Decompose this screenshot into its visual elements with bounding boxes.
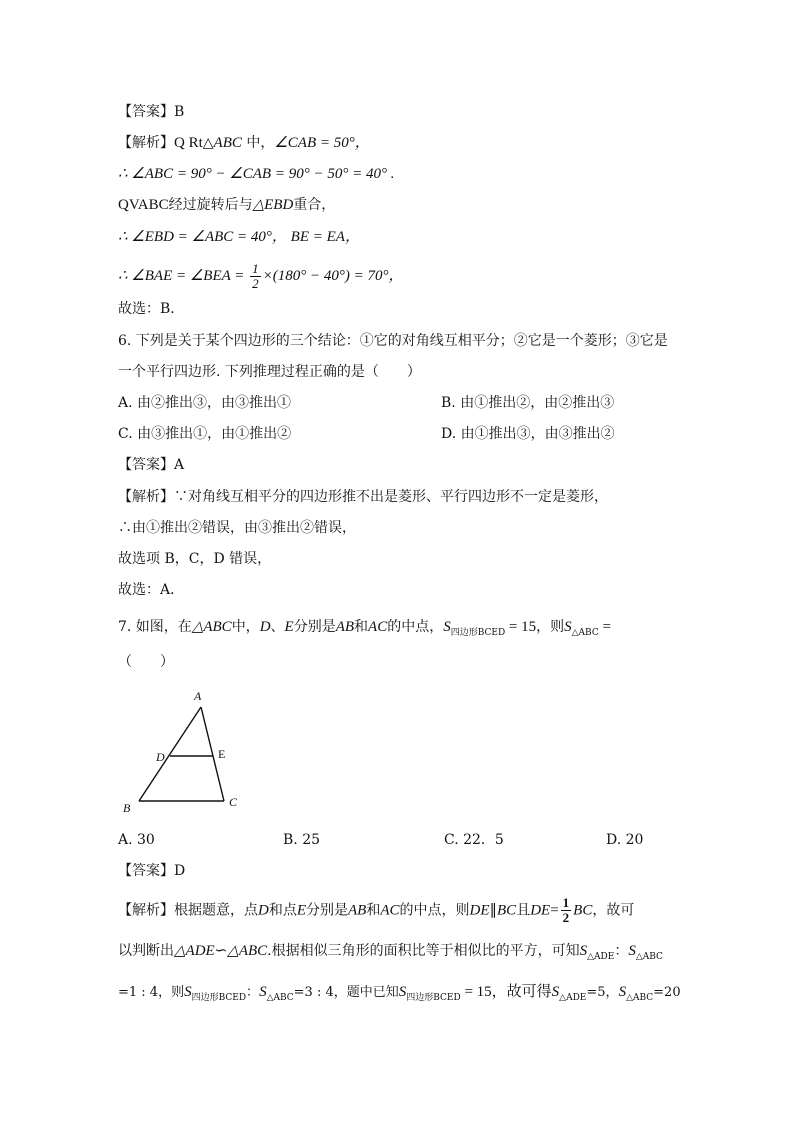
text: S bbox=[443, 619, 451, 635]
q5-analysis-line-5 bbox=[118, 262, 404, 291]
text: △ bbox=[202, 135, 214, 151]
side-ab bbox=[139, 707, 201, 801]
denominator: 2 bbox=[252, 276, 259, 292]
q7-answer-line bbox=[118, 861, 185, 881]
text: = bbox=[598, 619, 611, 635]
fraction bbox=[561, 896, 572, 925]
subscript: △ADE bbox=[587, 952, 615, 962]
text: ×(180° − 40°) = 70°， bbox=[262, 268, 404, 284]
text: 分别是 bbox=[306, 902, 349, 919]
text: E bbox=[284, 619, 294, 635]
text: = 15，故可得 bbox=[460, 984, 552, 1000]
text: S bbox=[398, 984, 407, 1000]
q7-option-b: B. 25 bbox=[283, 832, 321, 848]
text: S bbox=[551, 984, 560, 1000]
text: △ABC bbox=[227, 943, 268, 959]
denominator: 2 bbox=[562, 910, 570, 925]
text: E bbox=[296, 902, 307, 919]
answer-label: 【答案】 bbox=[118, 863, 174, 879]
label-e: E bbox=[218, 747, 226, 761]
text: = 15 bbox=[505, 619, 537, 635]
answer-value: B bbox=[174, 104, 185, 120]
text: ABC bbox=[213, 135, 242, 151]
text: ∴ ∠BAE = ∠BEA = bbox=[118, 268, 249, 284]
text: S bbox=[259, 984, 267, 1000]
text: ∠CAB = 50°， bbox=[274, 135, 370, 151]
text: =20 bbox=[653, 985, 681, 1000]
text: 和 bbox=[354, 619, 369, 635]
text: DE bbox=[469, 902, 490, 919]
text: =1 : 4，则 bbox=[118, 985, 185, 1000]
q5-analysis-line-6: 故选：B． bbox=[118, 301, 185, 317]
text: AB bbox=[348, 902, 367, 919]
q6-analysis-line-4: 故选：A． bbox=[118, 582, 185, 598]
text: D bbox=[259, 619, 271, 635]
text: ： bbox=[614, 943, 629, 959]
answer-label: 【答案】 bbox=[118, 104, 174, 120]
q7-analysis-line-3 bbox=[118, 982, 681, 1008]
text: AC bbox=[368, 619, 388, 635]
q5-analysis-line-3 bbox=[118, 195, 335, 215]
text: 重合， bbox=[293, 197, 336, 213]
subscript: △ABC bbox=[626, 993, 654, 1003]
text: 和 bbox=[366, 902, 381, 919]
text: 7. 如图，在 bbox=[118, 619, 192, 635]
text: =5， bbox=[586, 985, 619, 1000]
text: Q Rt bbox=[174, 135, 203, 151]
text: 中， bbox=[231, 619, 260, 635]
q7-option-c: C. 22．5 bbox=[444, 832, 504, 848]
q5-analysis-line-4: ∴ ∠EBD = ∠ABC = 40°， BE = EA， bbox=[118, 229, 360, 245]
q6-option-b: B. 由①推出②，由②推出③ bbox=[441, 395, 615, 411]
text: 的中点， bbox=[387, 619, 444, 635]
text: S bbox=[184, 984, 192, 1000]
text: 、 bbox=[270, 619, 285, 635]
q7-option-d: D. 20 bbox=[606, 832, 644, 848]
text: △ADE bbox=[174, 943, 215, 959]
text: ∥ bbox=[489, 902, 498, 919]
text: 和点 bbox=[268, 902, 297, 919]
analysis-label: 【解析】 bbox=[118, 902, 174, 919]
text: 中， bbox=[241, 135, 275, 151]
text: S bbox=[628, 943, 636, 959]
q6-stem-line-1: 6. 下列是关于某个四边形的三个结论：①它的对角线互相平分；②它是一个菱形；③它是 bbox=[118, 333, 668, 349]
text: .根据相似三角形的面积比等于相似比的平方，可知 bbox=[267, 943, 580, 959]
q5-analysis-line-1 bbox=[118, 133, 370, 153]
triangle-figure bbox=[118, 684, 258, 820]
text: 经过旋转后与 bbox=[168, 197, 253, 213]
q6-answer-line bbox=[118, 455, 184, 475]
subscript: △ABC bbox=[635, 952, 663, 962]
text: AB bbox=[335, 619, 355, 635]
text: S bbox=[618, 984, 627, 1000]
text: 分别是 bbox=[293, 619, 336, 635]
q5-answer-line bbox=[118, 102, 184, 122]
text: BC bbox=[497, 902, 517, 919]
fraction bbox=[250, 262, 261, 291]
label-b: B bbox=[123, 801, 131, 815]
text: △ABC bbox=[191, 619, 232, 635]
text: ，故可 bbox=[592, 902, 635, 919]
text: ∵对角线互相平分的四边形推不出是菱形、平行四边形不一定是菱形， bbox=[174, 489, 608, 505]
analysis-label: 【解析】 bbox=[118, 489, 174, 505]
numerator: 1 bbox=[252, 261, 259, 277]
q6-analysis-line-1 bbox=[118, 487, 608, 507]
text: D bbox=[258, 902, 269, 919]
text: = bbox=[550, 902, 559, 919]
text: △EBD bbox=[252, 197, 294, 213]
q7-stem-line-1 bbox=[118, 617, 611, 643]
subscript: △ABC bbox=[266, 993, 294, 1003]
label-c: C bbox=[229, 795, 238, 809]
answer-label: 【答案】 bbox=[118, 457, 174, 473]
text: S bbox=[564, 619, 572, 635]
text: 以判断出 bbox=[118, 943, 174, 959]
text: S bbox=[579, 943, 588, 959]
text: DE bbox=[530, 902, 551, 919]
text: 的中点，则 bbox=[399, 902, 470, 919]
q6-stem-line-2: 一个平行四边形. 下列推理过程正确的是（ ） bbox=[118, 364, 421, 380]
subscript: △ABC bbox=[571, 628, 599, 638]
q7-analysis-line-2 bbox=[118, 941, 663, 967]
text: ： bbox=[246, 985, 260, 1000]
q7-analysis-line-1 bbox=[118, 896, 634, 925]
subscript: 四边形BCED bbox=[450, 628, 506, 638]
q6-option-d: D. 由①推出③，由③推出② bbox=[441, 426, 615, 442]
subscript: 四边形BCED bbox=[191, 993, 247, 1003]
subscript: △ADE bbox=[559, 993, 587, 1003]
text: 且 bbox=[516, 902, 531, 919]
q7-stem-paren: （ ） bbox=[118, 654, 174, 670]
q6-analysis-line-2: ∴由①推出②错误，由③推出②错误， bbox=[118, 520, 356, 536]
numerator: 1 bbox=[562, 895, 570, 910]
text: ∽ bbox=[214, 943, 228, 959]
answer-value: D bbox=[174, 863, 186, 879]
text: 根据题意，点 bbox=[174, 902, 258, 919]
q5-analysis-line-2: ∴ ∠ABC = 90° − ∠CAB = 90° − 50° = 40° . bbox=[118, 166, 395, 182]
q7-option-a: A. 30 bbox=[118, 832, 155, 848]
text: AC bbox=[380, 902, 400, 919]
subscript: 四边形BCED bbox=[406, 993, 461, 1003]
q6-option-a: A. 由②推出③，由③推出① bbox=[118, 395, 292, 411]
answer-value: A bbox=[174, 457, 185, 473]
text: =3 : 4，题中已知 bbox=[293, 985, 399, 1000]
text: ，则 bbox=[536, 619, 565, 635]
text: BC bbox=[573, 902, 593, 919]
label-d: D bbox=[156, 750, 165, 764]
q6-analysis-line-3: 故选项 B，C，D 错误， bbox=[118, 551, 272, 567]
text: QVABC bbox=[118, 197, 169, 213]
q6-option-c: C. 由③推出①，由①推出② bbox=[118, 426, 292, 442]
analysis-label: 【解析】 bbox=[118, 135, 174, 151]
label-a: A bbox=[194, 689, 202, 703]
